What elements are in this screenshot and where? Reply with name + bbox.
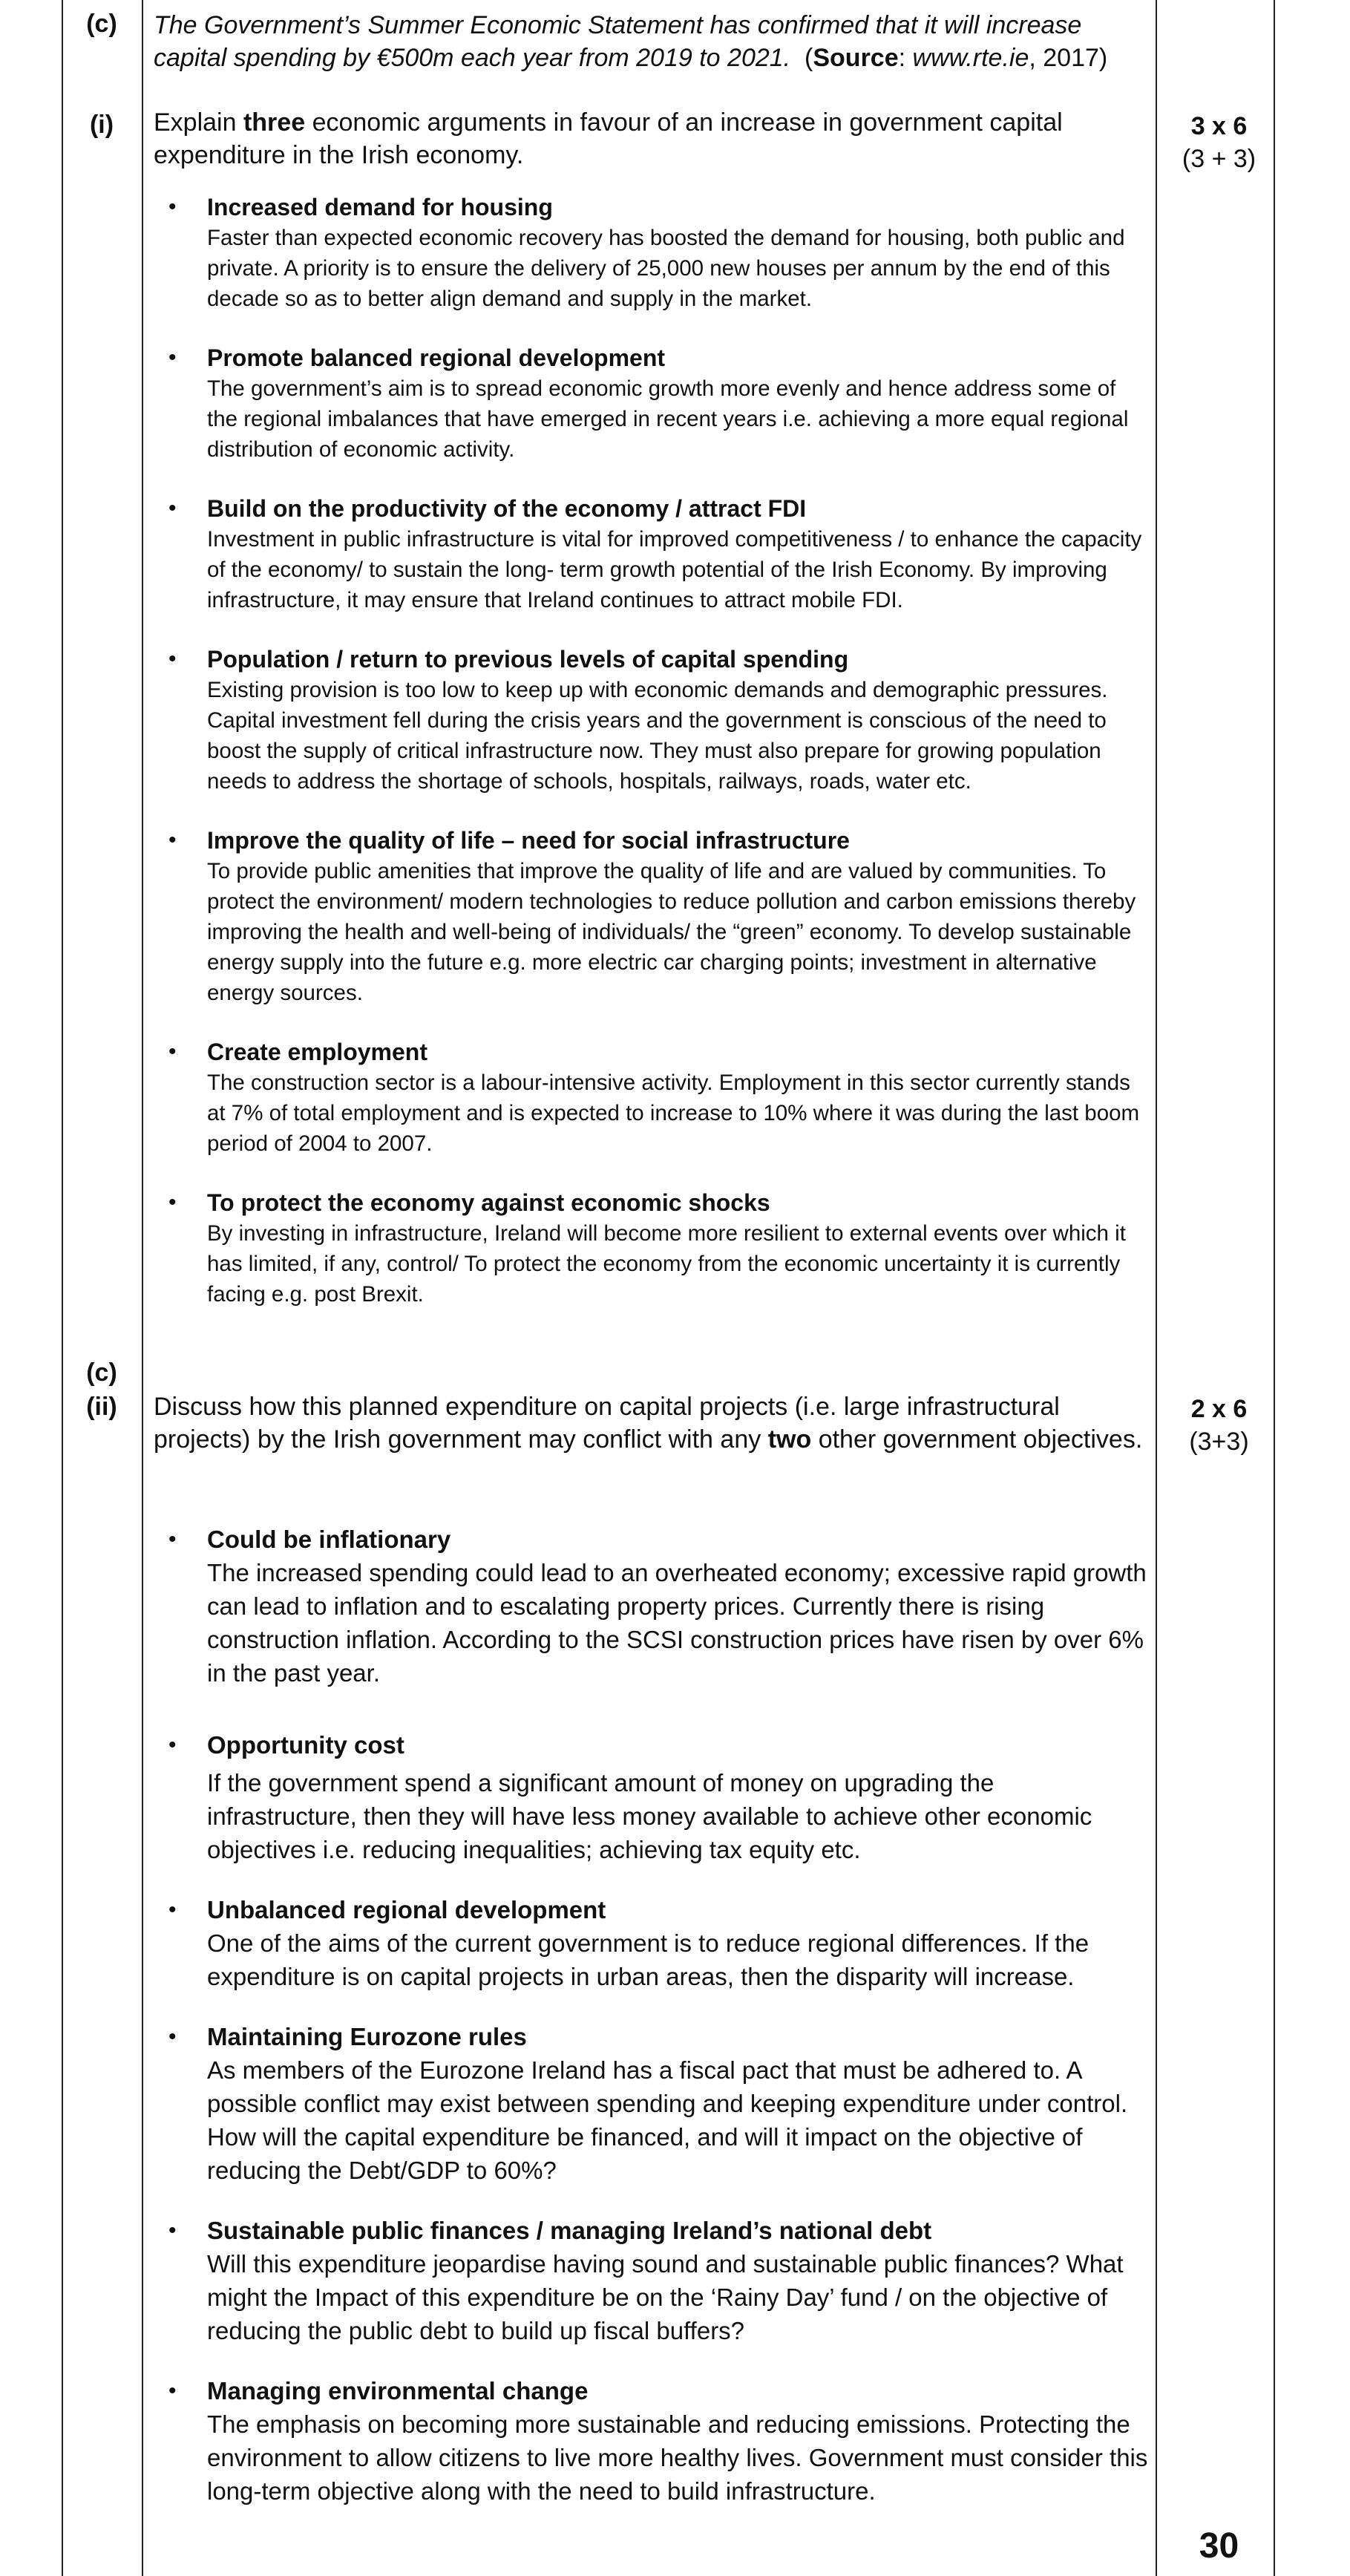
item-text: The construction sector is a labour-intensive activity. Employment in this sector currently stands at 7% of total employment and is expected to increase to 10% where it was during the last boom period of 2004 to 2007. <box>207 1070 1140 1156</box>
bullet-icon: • <box>168 828 177 852</box>
source-open: ( <box>805 44 813 72</box>
list-item <box>154 825 1148 1008</box>
item-title: Improve the quality of life – need for social infrastructure <box>207 827 850 854</box>
list-item <box>154 1728 1148 1866</box>
item-title: Create employment <box>207 1039 427 1065</box>
list-item <box>154 192 1148 314</box>
item-title: To protect the economy against economic shocks <box>207 1189 770 1216</box>
item-title: Increased demand for housing <box>207 194 553 220</box>
part-i-question <box>154 106 1148 171</box>
item-title: Managing environmental change <box>207 2377 589 2405</box>
bullet-icon: • <box>168 496 177 520</box>
table-border-left <box>62 0 63 2576</box>
list-item <box>154 644 1148 797</box>
part-c-label: (c) <box>86 10 117 38</box>
bullet-icon: • <box>168 2218 177 2243</box>
item-text: The government’s aim is to spread economic growth more evenly and hence address some of the regional imbalances that have emerged in recent years i.e. achieving a more equal regional distribution of economic activity. <box>207 376 1129 462</box>
item-text: By investing in infrastructure, Ireland will become more resilient to external events over which it has limited, if any, control/ To protect the economy from the economic uncertainty it is currently facing e.g. post Brexit. <box>207 1221 1126 1307</box>
part-ii-list <box>154 1523 1148 2508</box>
item-text: Faster than expected economic recovery has boosted the demand for housing, both public and private. A priority is to ensure the delivery of 25,000 new houses per annum by the end of this decade so as to better align demand and supply in the market. <box>207 226 1125 311</box>
part-ii-label: (ii) <box>86 1393 117 1421</box>
bullet-icon: • <box>168 2024 177 2049</box>
bullet-icon: • <box>168 1190 177 1215</box>
table-divider-marks <box>1156 0 1157 2576</box>
item-text: As members of the Eurozone Ireland has a fiscal pact that must be adhered to. A possible conflict may exist between spending and keeping expenditure under control. How will the capital expenditure be financed, and will it impact on the objective of reducing the Debt/GDP to 60%? <box>207 2056 1128 2184</box>
part-i-marks <box>1161 110 1277 175</box>
bullet-icon: • <box>168 345 177 370</box>
part-c-intro <box>154 9 1148 74</box>
part-i-marks-total: 3 x 6 <box>1190 112 1248 140</box>
list-item <box>154 1893 1148 1993</box>
part-i-label: (i) <box>89 111 114 139</box>
question-ii-post: other government objectives. <box>818 1425 1143 1454</box>
bullet-icon: • <box>168 2379 177 2403</box>
part-i-list <box>154 192 1148 1310</box>
item-title: Build on the productivity of the economy / attract FDI <box>207 495 807 522</box>
list-item <box>154 2374 1148 2508</box>
list-item <box>154 1187 1148 1310</box>
item-title: Population / return to previous levels of capital spending <box>207 646 849 673</box>
bullet-icon: • <box>168 1897 177 1922</box>
part-ii-marks <box>1161 1393 1277 1458</box>
question-i-pre: Explain <box>154 108 237 137</box>
item-text: To provide public amenities that improve the quality of life and are valued by communities. To protect the environment/ modern technologies to reduce pollution and carbon emissions thereby improving the health and well-being of individuals/ the “green” economy. To develop sustainable energy supply into the future e.g. more electric car charging points; investment in alternative energy sources. <box>207 859 1136 1005</box>
bullet-icon: • <box>168 1527 177 1552</box>
item-title: Sustainable public finances / managing Ireland’s national debt <box>207 2217 932 2244</box>
part-ii-question <box>154 1390 1148 1456</box>
bullet-icon: • <box>168 647 177 671</box>
list-item <box>154 1523 1148 1690</box>
item-text: The increased spending could lead to an overheated economy; excessive rapid growth can lead to inflation and to escalating property prices. Currently there is rising construction inflation. According to the SCSI construction prices have risen by over 6% in the past year. <box>207 1559 1147 1687</box>
item-text: Investment in public infrastructure is vital for improved competitiveness / to enhance the capacity of the economy/ to sustain the long- term growth potential of the Irish Economy. By improving infrastructure, it may ensure that Ireland continues to attract mobile FDI. <box>207 527 1142 612</box>
part-ii-c-label: (c) <box>86 1359 117 1387</box>
total-marks: 30 <box>1199 2526 1239 2566</box>
item-text: Existing provision is too low to keep up with economic demands and demographic pressures. Capital investment fell during the crisis years and the government is conscious of the need to boost the supply of critical infrastructure now. They must also prepare for growing population needs to address the shortage of schools, hospitals, railways, roads, water etc. <box>207 678 1108 794</box>
list-item <box>154 2214 1148 2347</box>
source-label: Source <box>813 44 899 72</box>
part-ii-marks-total: 2 x 6 <box>1190 1395 1248 1423</box>
list-item <box>154 2020 1148 2187</box>
part-i-marks-split: (3 + 3) <box>1182 145 1256 173</box>
item-title: Maintaining Eurozone rules <box>207 2023 527 2050</box>
source-site: www.rte.ie <box>912 44 1029 72</box>
table-divider-label <box>142 0 143 2576</box>
item-title: Promote balanced regional development <box>207 344 666 371</box>
part-ii-marks-split: (3+3) <box>1189 1428 1249 1456</box>
item-text: The emphasis on becoming more sustainable and reducing emissions. Protecting the environment to allow citizens to live more healthy lives. Government must consider this long-term objective along with the need to build infrastructure. <box>207 2410 1148 2505</box>
item-text: If the government spend a significant amount of money on upgrading the infrastructure, then they will have less money available to achieve other economic objectives i.e. reducing inequalities; achieving tax equity etc. <box>207 1769 1092 1863</box>
item-title: Could be inflationary <box>207 1526 451 1553</box>
item-text: Will this expenditure jeopardise having sound and sustainable public finances? What might the Impact of this expenditure be on the ‘Rainy Day’ fund / on the objective of reducing the public debt to build up fiscal buffers? <box>207 2250 1124 2344</box>
table-border-right <box>1274 0 1275 2576</box>
bullet-icon: • <box>168 1039 177 1064</box>
list-item <box>154 1036 1148 1159</box>
intro-text: The Government’s Summer Economic Statement has confirmed that it will increase capital spending by €500m each year from 2019 to 2021. <box>154 11 1082 72</box>
source-year: , 2017) <box>1029 44 1108 72</box>
bullet-icon: • <box>168 194 177 219</box>
item-title: Opportunity cost <box>207 1731 404 1759</box>
item-title: Unbalanced regional development <box>207 1896 606 1923</box>
question-ii-pre: Discuss how this planned expenditure on capital projects (i.e. large infrastructural projects) by the Irish government may conflict with any <box>154 1393 1060 1454</box>
list-item <box>154 493 1148 615</box>
bullet-icon: • <box>168 1733 177 1757</box>
source-separator: : <box>898 44 906 72</box>
item-text: One of the aims of the current government is to reduce regional differences. If the expenditure is on capital projects in urban areas, then the disparity will increase. <box>207 1929 1089 1990</box>
question-ii-emphasis: two <box>767 1425 812 1454</box>
list-item <box>154 342 1148 465</box>
question-i-emphasis: three <box>243 108 306 137</box>
question-i-post: economic arguments in favour of an increase in government capital expenditure in the Irish economy. <box>154 108 1063 169</box>
